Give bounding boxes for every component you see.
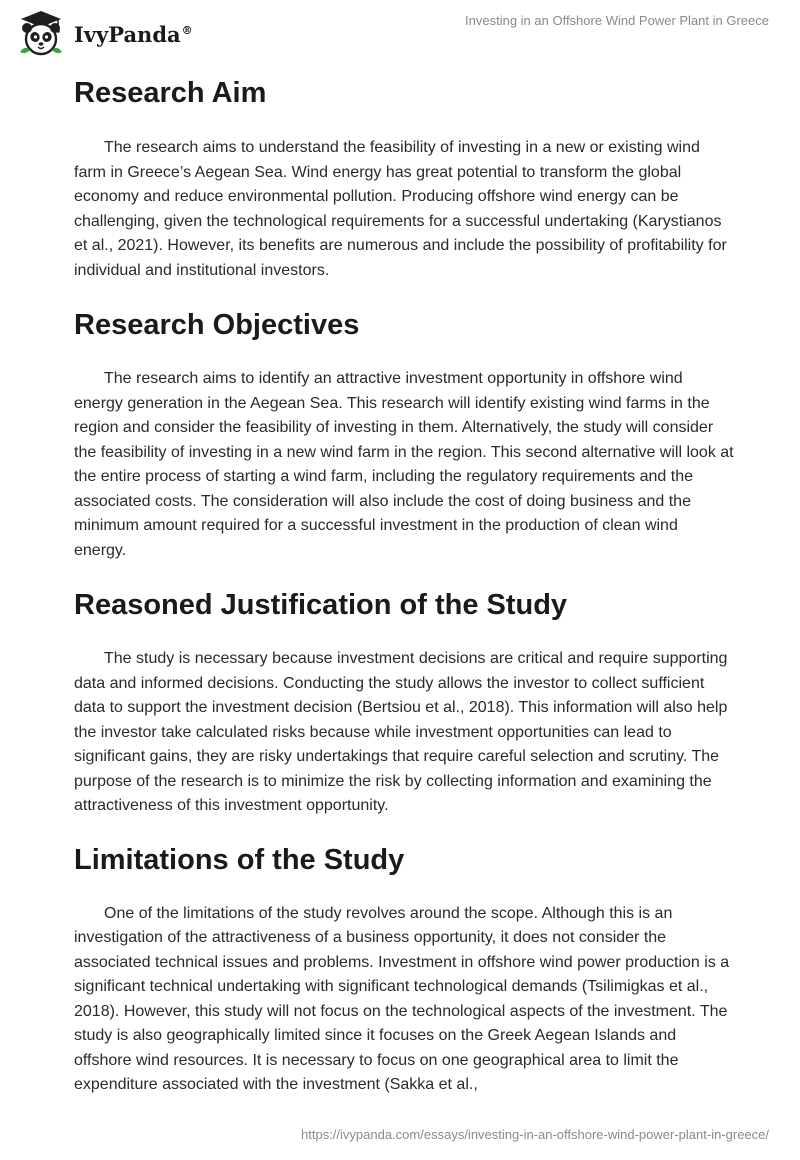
section-paragraph-research-objectives: The research aims to identify an attractive investment opportunity in offshore wind energy generation in the Aegean Sea. This research will identify existing wind farms in the region and consider the feasibility of investing in them. Alternatively, the study will consider the feasibility of investing in a new wind farm in the region. This second alternative will look at the entire process of starting a wind farm, including the regulatory requirements and the associated costs. The consideration will also include the cost of doing business and the minimum amount required for a successful investment in the production of clean wind energy. [74,370,734,559]
brand-logo[interactable] [14,8,193,60]
registered-mark: ® [181,23,193,37]
document-title: Investing in an Offshore Wind Power Plant in Greece [465,13,769,28]
section-heading-limitations: Limitations of the Study [74,843,405,876]
section-heading-research-objectives: Research Objectives [74,309,360,341]
section-heading-research-aim: Research Aim [74,77,267,109]
source-url-link[interactable]: https://ivypanda.com/essays/investing-in-an-offshore-wind-power-plant-in-greece/ [301,1127,769,1142]
section-paragraph-research-aim: The research aims to understand the feasibility of investing in a new or existing wind farm in Greece’s Aegean Sea. Wind energy has great potential to transform the global economy and reduce environmental pollution. Producing offshore wind energy can be challenging, given the technological requirements for a successful undertaking (Karystianos et al., 2021). However, its benefits are numerous and include the possibility of profitability for individual and institutional investors. [74,139,727,279]
section-paragraph-limitations: One of the limitations of the study revolves around the scope. Although this is an investigation of the attractiveness of a business opportunity, it does not consider the associated technical issues and problems. Investment in offshore wind power production is a significant technical undertaking with significant technological demands (Tsilimigkas et al., 2018). However, this study will not focus on the technological aspects of the investment. The study is also geographically limited since it focuses on the Greek Aegean Islands and offshore wind resources. It is necessary to focus on one geographical area to limit the expenditure associated with the investment (Sakka et al., [74,904,730,1093]
panda-graduate-icon [14,8,68,60]
section-heading-justification: Reasoned Justification of the Study [74,589,568,621]
section-paragraph-justification: The study is necessary because investment decisions are critical and require supporting data and informed decisions. Conducting the study allows the investor to collect sufficient data to support the investment decision (Bertsiou et al., 2018). This information will also help the investor take calculated risks because while investment opportunities can lead to significant gains, they are risky undertakings that require careful selection and scrutiny. The purpose of the research is to minimize the risk by collecting information and examining the attractiveness of this investment opportunity. [74,650,728,814]
page-header [0,0,800,70]
brand-name: IvyPanda® [74,21,193,47]
essay-content [74,70,734,1098]
